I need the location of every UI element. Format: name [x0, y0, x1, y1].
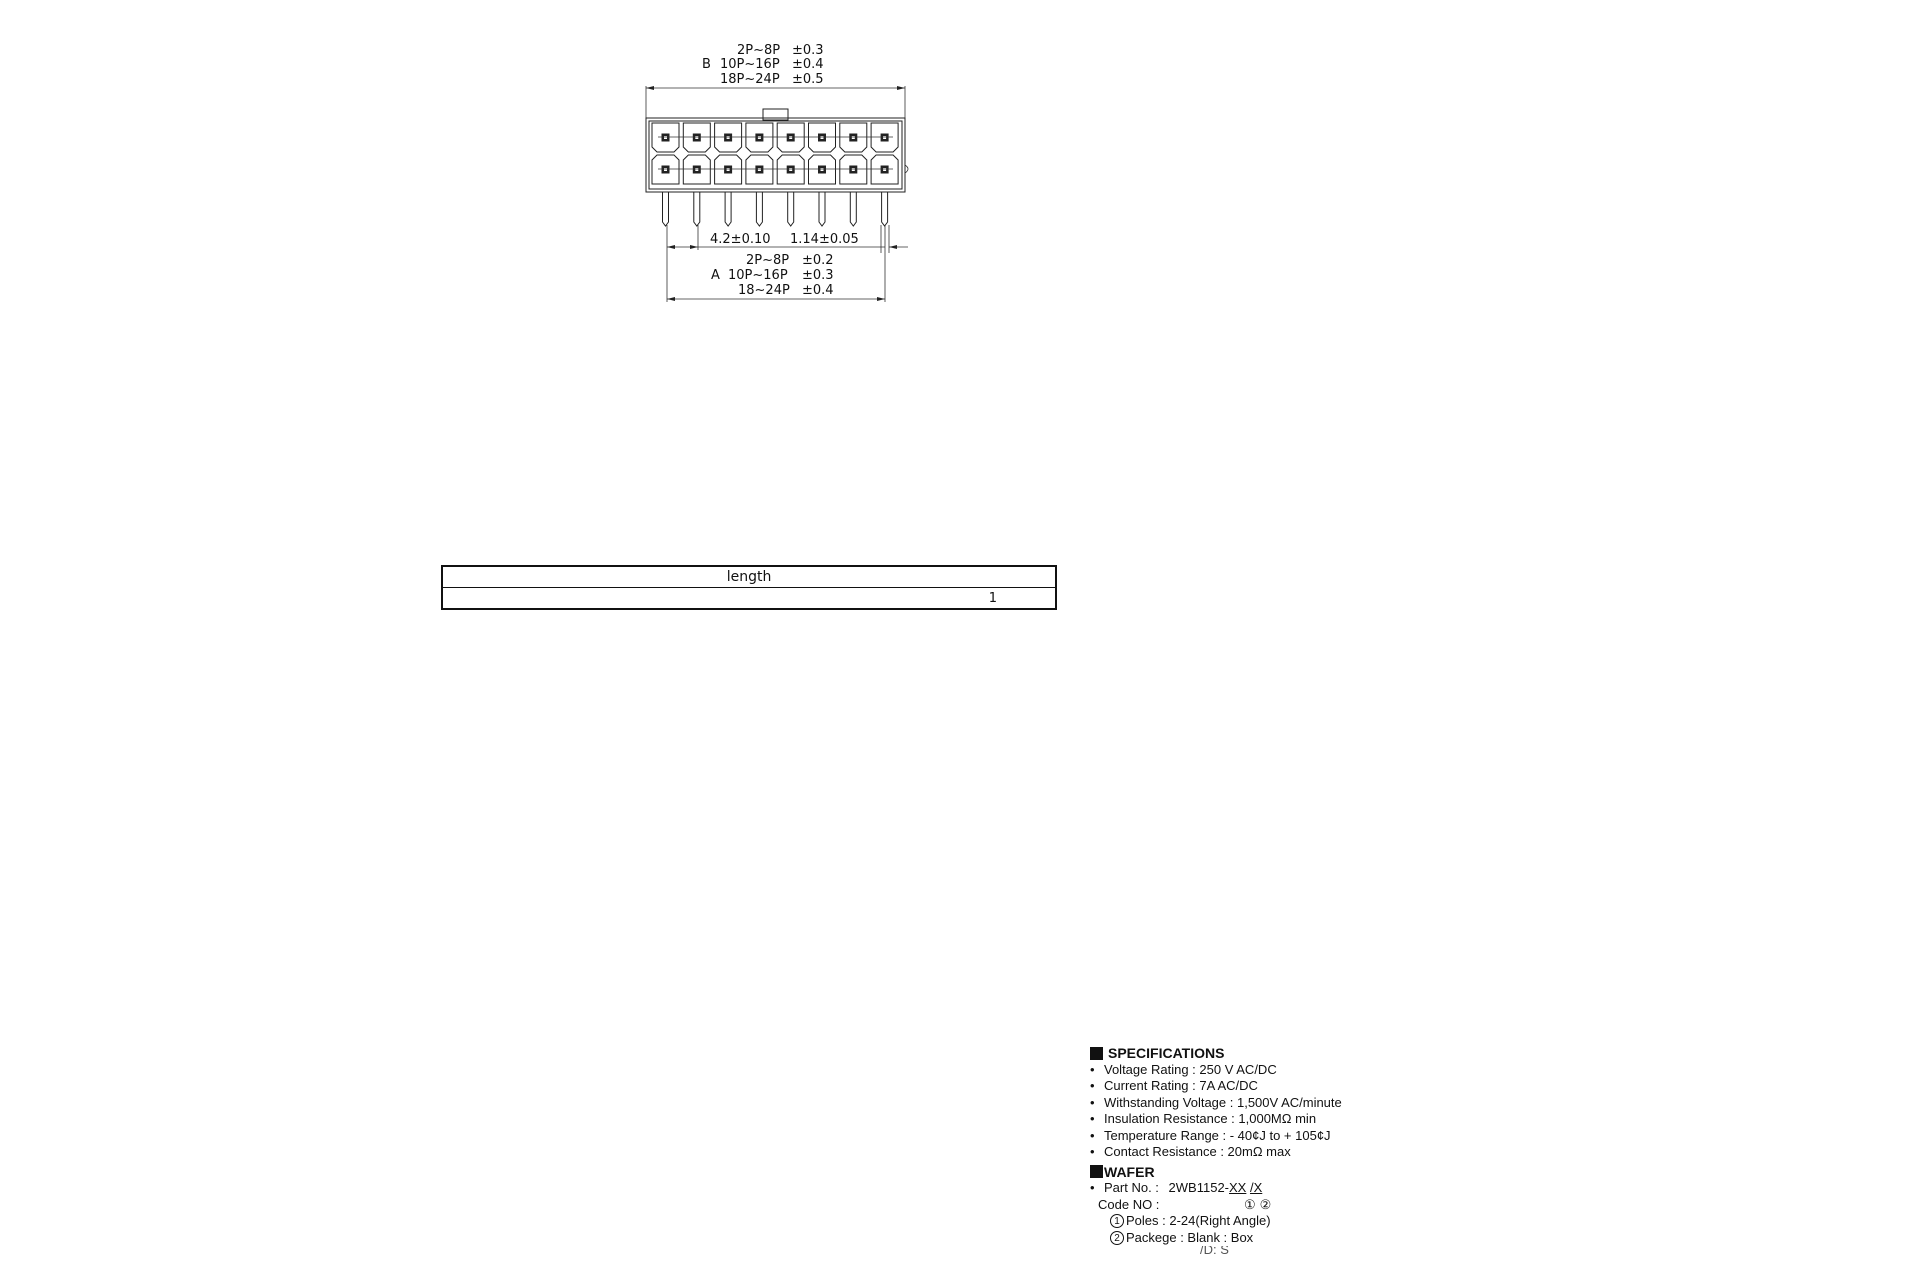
dim-bottom-tol-2: ±0.3: [802, 268, 834, 283]
code-no-label: Code NO :: [1098, 1196, 1160, 1212]
pin-size-dimension: 1.14±0.05: [790, 232, 859, 247]
part-number-label: Part No. :: [1104, 1180, 1159, 1195]
option-2-text: Packege : Blank : Box: [1126, 1229, 1254, 1245]
code-mark-1: ①: [1244, 1196, 1256, 1212]
dim-top-tol-1: ±0.3: [792, 43, 824, 58]
specifications-block: [1090, 1045, 1450, 1254]
dim-line-b: [646, 86, 905, 118]
option-2-number: 2: [1110, 1231, 1124, 1245]
pin-lead: [756, 192, 762, 226]
option-poles: [1090, 1213, 1450, 1230]
spec-temperature-range: • Temperature Range : - 40¢J to + 105¢J: [1090, 1128, 1450, 1145]
option-package: [1090, 1230, 1450, 1247]
dim-top-range-1: 2P~8P: [737, 43, 781, 58]
length-table-header: length: [726, 569, 772, 585]
part-number-prefix: 2WB1152-: [1168, 1180, 1230, 1195]
pin-center: [883, 136, 886, 139]
dim-top-range-3: 18P~24P: [720, 72, 780, 87]
pin-lead: [725, 192, 731, 226]
pin-center: [852, 136, 855, 139]
pin-cells: [652, 123, 898, 184]
pin-center: [664, 136, 667, 139]
wafer-heading: [1090, 1164, 1450, 1181]
specifications-title: SPECIFICATIONS: [1108, 1045, 1225, 1061]
pin-lead: [882, 192, 888, 226]
option-1-text: Poles : 2-24(Right Angle): [1126, 1213, 1271, 1228]
pin-leads: [663, 192, 888, 226]
pin-center: [758, 136, 761, 139]
spec-contact-resistance: • Contact Resistance : 20mΩ max: [1090, 1144, 1450, 1161]
dim-bottom-range-2: 10P~16P: [728, 268, 788, 283]
pin-lead: [663, 192, 669, 226]
code-mark-2: ②: [1259, 1196, 1272, 1212]
length-table: [441, 565, 1057, 610]
pin-lead: [694, 192, 700, 226]
dim-bottom-tol-3: ±0.4: [802, 283, 834, 298]
pin-center: [789, 168, 792, 171]
heading-square-icon: [1090, 1165, 1103, 1178]
pin-center: [852, 168, 855, 171]
code-no-row: [1090, 1197, 1450, 1214]
specifications-list: [1090, 1062, 1450, 1161]
dim-top-range-2: 10P~16P: [720, 57, 780, 72]
part-code-1: XX: [1229, 1180, 1247, 1195]
pin-center: [664, 168, 667, 171]
dim-top-tol-3: ±0.5: [792, 72, 824, 87]
dim-bottom-range-3: 18~24P: [738, 283, 790, 298]
heading-square-icon: [1090, 1047, 1103, 1060]
pitch-dimension: 4.2±0.10: [710, 232, 771, 247]
pin-center: [821, 136, 824, 139]
spec-current-rating: • Current Rating : 7A AC/DC: [1090, 1078, 1450, 1095]
pin-center: [727, 136, 730, 139]
truncated-line: /D: S: [1200, 1246, 1229, 1254]
dim-bottom-letter: A: [711, 268, 720, 283]
pin-center: [789, 136, 792, 139]
spec-voltage-rating: • Voltage Rating : 250 V AC/DC: [1090, 1062, 1450, 1079]
pin-lead: [788, 192, 794, 226]
option-1-number: 1: [1110, 1214, 1124, 1228]
dim-top-letter: B: [702, 57, 711, 72]
part-number: [1090, 1180, 1450, 1197]
spec-insulation-resistance: • Insulation Resistance : 1,000MΩ min: [1090, 1111, 1450, 1128]
pin-lead: [819, 192, 825, 226]
pin-center: [695, 136, 698, 139]
specifications-heading: [1090, 1045, 1450, 1062]
pin-center: [883, 168, 886, 171]
pin-lead: [850, 192, 856, 226]
dim-top-tol-2: ±0.4: [792, 57, 824, 72]
pin-center: [727, 168, 730, 171]
pin-center: [758, 168, 761, 171]
length-table-value: 1: [443, 587, 1055, 608]
dim-bottom-tol-1: ±0.2: [802, 253, 834, 268]
pin-center: [821, 168, 824, 171]
spec-withstanding-voltage: • Withstanding Voltage : 1,500V AC/minute: [1090, 1095, 1450, 1112]
wafer-title: WAFER: [1104, 1163, 1155, 1180]
dim-bottom-range-1: 2P~8P: [746, 253, 790, 268]
wafer-list: [1090, 1180, 1450, 1197]
part-code-2: /X: [1249, 1180, 1263, 1195]
pin-center: [695, 168, 698, 171]
